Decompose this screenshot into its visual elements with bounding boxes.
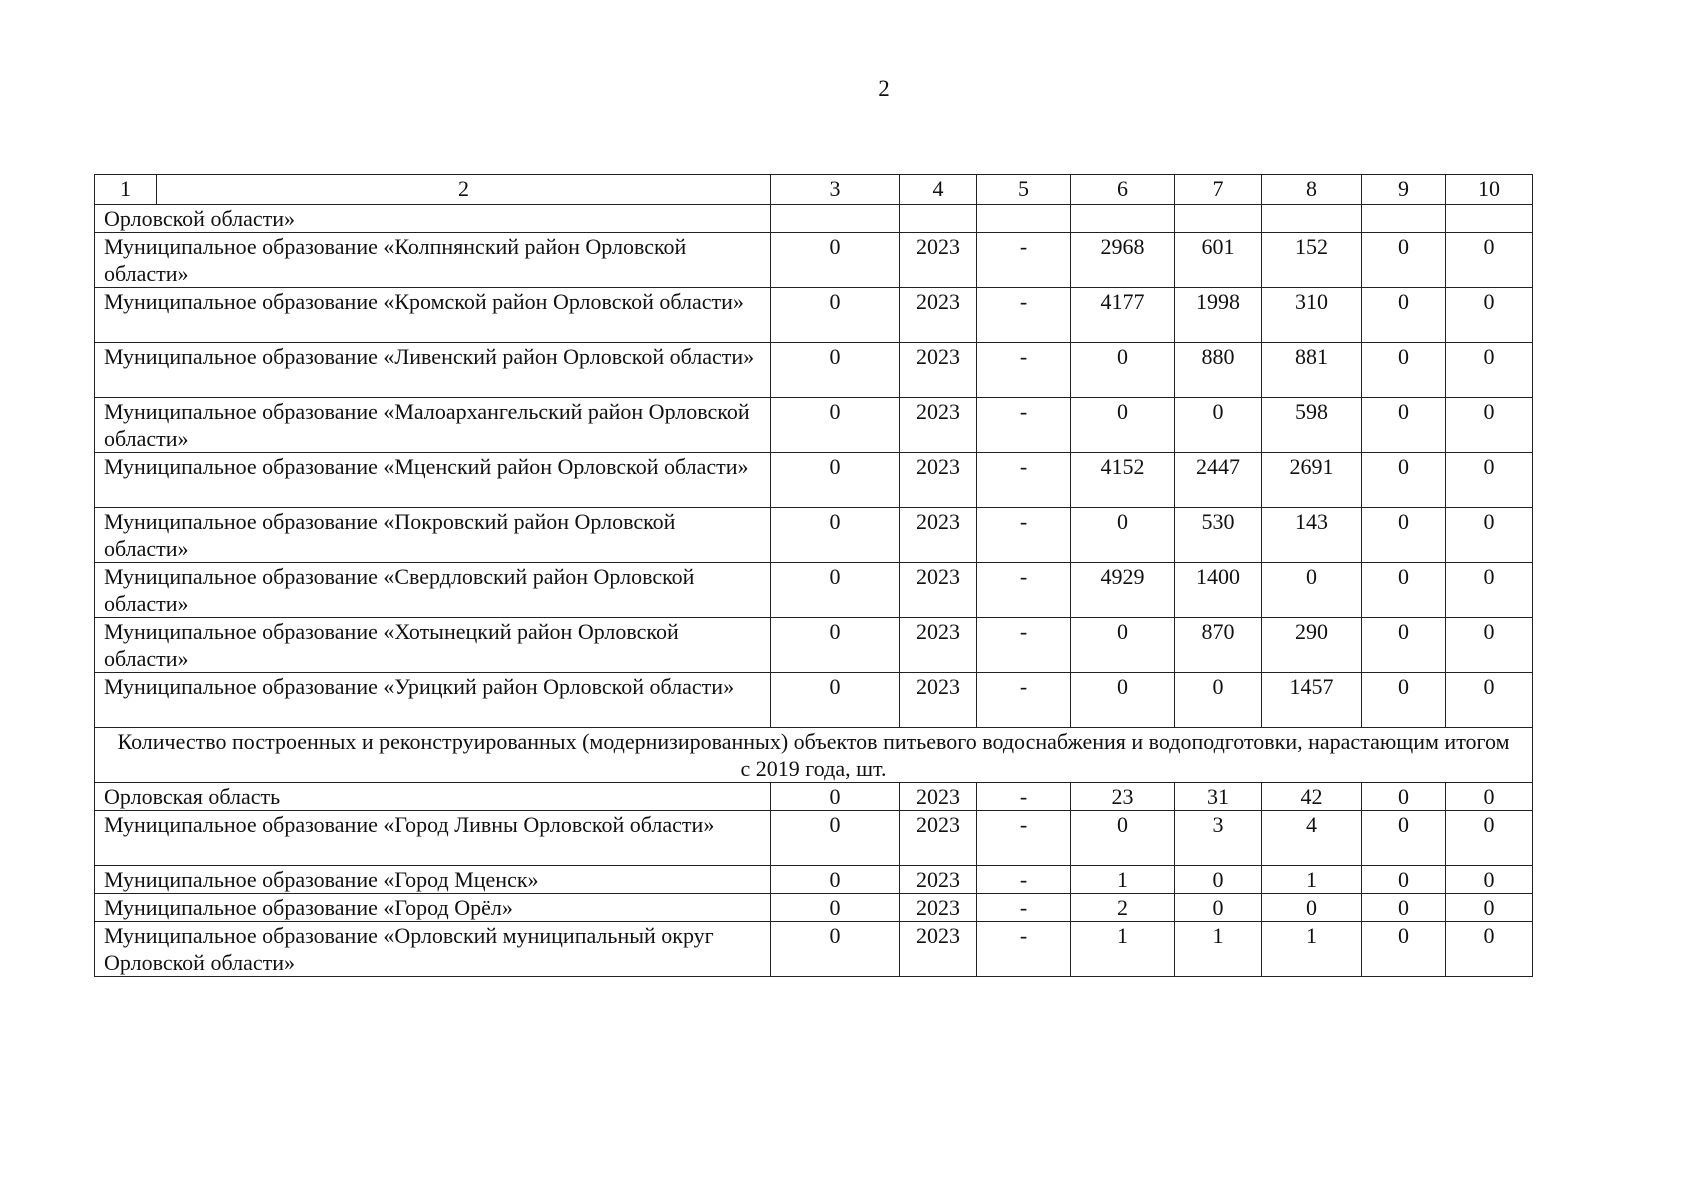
table-row — [95, 811, 1533, 866]
value-cell: 598 — [1262, 398, 1362, 453]
value-cell: 0 — [1362, 453, 1446, 508]
value-cell: 2023 — [900, 288, 977, 343]
value-cell: 0 — [1362, 343, 1446, 398]
value-cell: 0 — [1362, 922, 1446, 977]
value-cell: 0 — [1446, 288, 1533, 343]
row-name-cell: Муниципальное образование «Мценский район Орловской области» — [95, 453, 771, 508]
value-cell: 1400 — [1175, 563, 1262, 618]
value-cell: 0 — [1071, 398, 1175, 453]
value-cell: 0 — [771, 508, 900, 563]
value-cell: - — [977, 233, 1071, 288]
value-cell: - — [977, 288, 1071, 343]
value-cell: 0 — [1446, 398, 1533, 453]
value-cell: 0 — [1446, 563, 1533, 618]
value-cell: 0 — [771, 453, 900, 508]
row-name-cell: Муниципальное образование «Малоархангельский район Орловской области» — [95, 398, 771, 453]
row-name-cell: Муниципальное образование «Ливенский район Орловской области» — [95, 343, 771, 398]
value-cell: 23 — [1071, 783, 1175, 811]
value-cell: 42 — [1262, 783, 1362, 811]
table-row — [95, 866, 1533, 894]
value-cell: 4177 — [1071, 288, 1175, 343]
header-cell-5: 5 — [977, 175, 1071, 205]
value-cell: 0 — [1362, 811, 1446, 866]
table-row — [95, 922, 1533, 977]
value-cell: 0 — [771, 563, 900, 618]
value-cell: - — [977, 783, 1071, 811]
value-cell: 0 — [1362, 288, 1446, 343]
value-cell: 2023 — [900, 673, 977, 728]
table-row — [95, 618, 1533, 673]
value-cell: 0 — [1175, 673, 1262, 728]
value-cell — [900, 205, 977, 233]
header-cell-1: 1 — [95, 175, 157, 205]
value-cell: 0 — [1362, 508, 1446, 563]
table-row — [95, 508, 1533, 563]
table-row — [95, 673, 1533, 728]
value-cell: 2023 — [900, 894, 977, 922]
value-cell: 601 — [1175, 233, 1262, 288]
header-cell-8: 8 — [1262, 175, 1362, 205]
value-cell: 0 — [1071, 618, 1175, 673]
value-cell: 2023 — [900, 343, 977, 398]
value-cell — [1446, 205, 1533, 233]
value-cell: 0 — [1446, 618, 1533, 673]
table-row — [95, 343, 1533, 398]
value-cell: 2447 — [1175, 453, 1262, 508]
value-cell: 530 — [1175, 508, 1262, 563]
column-number-row — [95, 175, 1533, 205]
value-cell: 0 — [1362, 233, 1446, 288]
value-cell: 0 — [1175, 866, 1262, 894]
value-cell: 1 — [1262, 866, 1362, 894]
value-cell: 0 — [1446, 811, 1533, 866]
value-cell: 1998 — [1175, 288, 1262, 343]
value-cell: - — [977, 618, 1071, 673]
value-cell: 2023 — [900, 866, 977, 894]
value-cell — [1175, 205, 1262, 233]
value-cell: - — [977, 563, 1071, 618]
value-cell: 0 — [1071, 343, 1175, 398]
value-cell: 143 — [1262, 508, 1362, 563]
value-cell: 2023 — [900, 233, 977, 288]
value-cell: 290 — [1262, 618, 1362, 673]
header-cell-7: 7 — [1175, 175, 1262, 205]
value-cell: 0 — [771, 288, 900, 343]
value-cell: 0 — [771, 398, 900, 453]
page-number: 2 — [878, 76, 890, 101]
row-name-cell: Муниципальное образование «Город Орёл» — [95, 894, 771, 922]
header-cell-6: 6 — [1071, 175, 1175, 205]
value-cell: 0 — [1262, 894, 1362, 922]
table-row — [95, 453, 1533, 508]
value-cell: 2023 — [900, 922, 977, 977]
header-cell-2: 2 — [157, 175, 771, 205]
value-cell: 0 — [771, 811, 900, 866]
value-cell: 0 — [1071, 811, 1175, 866]
value-cell: 0 — [1446, 922, 1533, 977]
continuation-name-cell: Орловской области» — [95, 205, 771, 233]
section-title: Количество построенных и реконструированных (модернизированных) объектов питьевого водоснабжения и водоподготовки, нарастающим итогом с 2019 года, шт. — [95, 728, 1533, 783]
value-cell: 0 — [1362, 398, 1446, 453]
value-cell: 2023 — [900, 508, 977, 563]
value-cell: 4152 — [1071, 453, 1175, 508]
value-cell: - — [977, 673, 1071, 728]
row-name-cell: Муниципальное образование «Город Мценск» — [95, 866, 771, 894]
value-cell: 2023 — [900, 811, 977, 866]
value-cell: 0 — [1362, 894, 1446, 922]
value-cell: 1 — [1071, 866, 1175, 894]
value-cell — [977, 205, 1071, 233]
value-cell: 152 — [1262, 233, 1362, 288]
value-cell — [1362, 205, 1446, 233]
value-cell: 310 — [1262, 288, 1362, 343]
value-cell — [1071, 205, 1175, 233]
value-cell: 0 — [1362, 563, 1446, 618]
value-cell: - — [977, 866, 1071, 894]
value-cell: 0 — [771, 618, 900, 673]
value-cell: 1 — [1175, 922, 1262, 977]
header-cell-4: 4 — [900, 175, 977, 205]
value-cell: 0 — [1362, 783, 1446, 811]
value-cell: 0 — [1362, 866, 1446, 894]
value-cell: 2023 — [900, 563, 977, 618]
indicator-table — [94, 174, 1533, 977]
value-cell: 0 — [1446, 866, 1533, 894]
value-cell: 0 — [771, 922, 900, 977]
value-cell: 2691 — [1262, 453, 1362, 508]
value-cell: 4 — [1262, 811, 1362, 866]
row-name-cell: Орловская область — [95, 783, 771, 811]
value-cell: - — [977, 398, 1071, 453]
table-row — [95, 783, 1533, 811]
table-row — [95, 288, 1533, 343]
row-name-cell: Муниципальное образование «Кромской район Орловской области» — [95, 288, 771, 343]
row-name-cell: Муниципальное образование «Колпнянский район Орловской области» — [95, 233, 771, 288]
value-cell: 0 — [1446, 783, 1533, 811]
value-cell: 3 — [1175, 811, 1262, 866]
value-cell: - — [977, 811, 1071, 866]
value-cell: 0 — [1071, 673, 1175, 728]
value-cell: - — [977, 343, 1071, 398]
value-cell: 2023 — [900, 783, 977, 811]
value-cell: 0 — [1446, 894, 1533, 922]
value-cell: 0 — [1446, 673, 1533, 728]
row-name-cell: Муниципальное образование «Город Ливны Орловской области» — [95, 811, 771, 866]
value-cell: 1457 — [1262, 673, 1362, 728]
row-name-cell: Муниципальное образование «Покровский район Орловской области» — [95, 508, 771, 563]
section-header-row — [95, 728, 1533, 783]
table-row — [95, 398, 1533, 453]
value-cell — [1262, 205, 1362, 233]
value-cell: 0 — [1262, 563, 1362, 618]
row-name-cell: Муниципальное образование «Хотынецкий район Орловской области» — [95, 618, 771, 673]
value-cell: 0 — [1362, 618, 1446, 673]
value-cell: 31 — [1175, 783, 1262, 811]
value-cell: 0 — [771, 343, 900, 398]
header-cell-10: 10 — [1446, 175, 1533, 205]
value-cell: 0 — [1446, 453, 1533, 508]
value-cell: - — [977, 508, 1071, 563]
value-cell: 0 — [1175, 894, 1262, 922]
value-cell: 0 — [1446, 508, 1533, 563]
value-cell: - — [977, 894, 1071, 922]
value-cell: 0 — [771, 894, 900, 922]
value-cell: 870 — [1175, 618, 1262, 673]
value-cell: 0 — [1362, 673, 1446, 728]
value-cell: 2023 — [900, 453, 977, 508]
value-cell: 4929 — [1071, 563, 1175, 618]
table-row — [95, 894, 1533, 922]
value-cell: 0 — [1446, 233, 1533, 288]
value-cell: - — [977, 453, 1071, 508]
value-cell: 2968 — [1071, 233, 1175, 288]
value-cell: - — [977, 922, 1071, 977]
value-cell: 880 — [1175, 343, 1262, 398]
row-name-cell: Муниципальное образование «Урицкий район Орловской области» — [95, 673, 771, 728]
value-cell: 1 — [1262, 922, 1362, 977]
header-cell-3: 3 — [771, 175, 900, 205]
value-cell: 2023 — [900, 398, 977, 453]
value-cell: 0 — [771, 673, 900, 728]
table-row — [95, 233, 1533, 288]
value-cell — [771, 205, 900, 233]
header-cell-9: 9 — [1362, 175, 1446, 205]
value-cell: 0 — [1071, 508, 1175, 563]
value-cell: 0 — [771, 866, 900, 894]
row-name-cell: Муниципальное образование «Орловский муниципальный округ Орловской области» — [95, 922, 771, 977]
continuation-row — [95, 205, 1533, 233]
value-cell: 0 — [1175, 398, 1262, 453]
value-cell: 881 — [1262, 343, 1362, 398]
value-cell: 0 — [1446, 343, 1533, 398]
value-cell: 0 — [771, 233, 900, 288]
value-cell: 2023 — [900, 618, 977, 673]
value-cell: 1 — [1071, 922, 1175, 977]
table-body — [95, 175, 1533, 977]
value-cell: 2 — [1071, 894, 1175, 922]
row-name-cell: Муниципальное образование «Свердловский район Орловской области» — [95, 563, 771, 618]
value-cell: 0 — [771, 783, 900, 811]
table-row — [95, 563, 1533, 618]
